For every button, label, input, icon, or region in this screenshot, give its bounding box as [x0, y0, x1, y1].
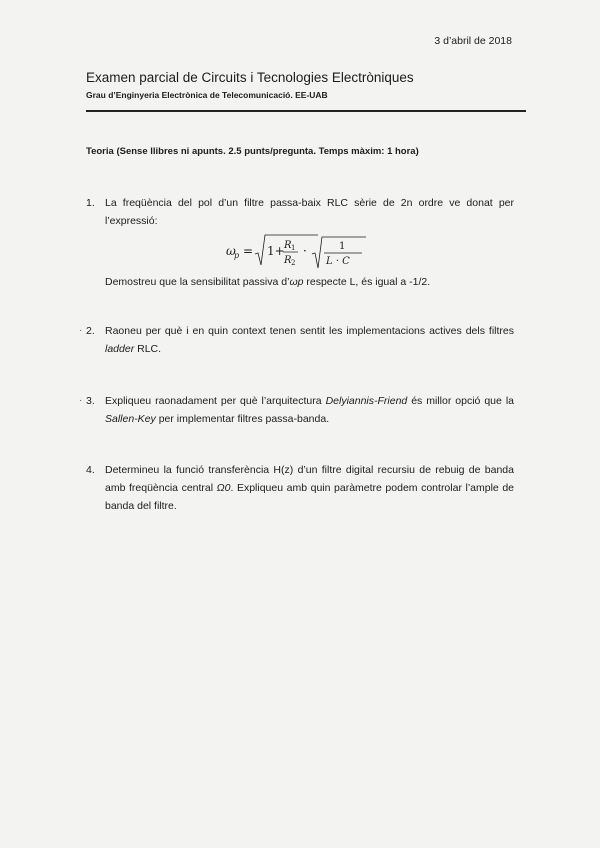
question-number: 2.	[86, 325, 95, 337]
header-divider	[86, 110, 526, 112]
exam-title: Examen parcial de Circuits i Tecnologies Electròniques	[86, 70, 414, 85]
svg-text:1+: 1+	[267, 244, 285, 258]
question-number: 3.	[86, 395, 95, 407]
question-number: 4.	[86, 464, 95, 476]
margin-mark: ·	[79, 325, 83, 336]
svg-text:R: R	[284, 255, 292, 266]
question-1	[86, 194, 514, 230]
svg-text:=: =	[243, 244, 254, 258]
svg-text:1: 1	[291, 244, 296, 252]
svg-text:ω: ω	[226, 244, 236, 258]
question-4	[86, 461, 514, 515]
exam-date: 3 d’abril de 2018	[434, 35, 512, 47]
svg-text:2: 2	[291, 259, 296, 267]
pole-frequency-formula	[226, 232, 376, 272]
question-text: Raoneu per què i en quin context tenen sentit les implementacions actives dels filtres ladder RLC.	[105, 325, 514, 355]
question-text: La freqüència del pol d’un filtre passa-baix RLC sèrie de 2n ordre ve donat per l’expressió:	[105, 197, 514, 227]
question-number: 1.	[86, 197, 95, 209]
question-text: Determineu la funció transferència H(z) d’un filtre digital recursiu de rebuig de banda amb freqüència central Ω0. Expliqueu amb quin paràmetre podem controlar l’ample de banda del filtre.	[105, 464, 515, 512]
svg-text:1: 1	[339, 241, 346, 252]
svg-text:R: R	[284, 240, 292, 251]
question-3	[79, 392, 514, 428]
question-2	[79, 322, 514, 358]
svg-text:p: p	[234, 251, 240, 260]
svg-text:L · C: L · C	[326, 256, 350, 267]
exam-subtitle: Grau d’Enginyeria Electrònica de Telecomunicació. EE-UAB	[86, 90, 328, 100]
svg-text:·: ·	[303, 244, 307, 258]
margin-mark: ·	[79, 395, 83, 406]
question-text: Expliqueu raonadament per què l’arquitectura Delyiannis-Friend és millor opció que la Sallen-Key per implementar filtres passa-banda.	[105, 395, 514, 425]
section-heading: Teoria (Sense llibres ni apunts. 2.5 punts/pregunta. Temps màxim: 1 hora)	[86, 146, 419, 157]
question-1-followup: Demostreu que la sensibilitat passiva d’ωp respecte L, és igual a -1/2.	[105, 276, 431, 288]
